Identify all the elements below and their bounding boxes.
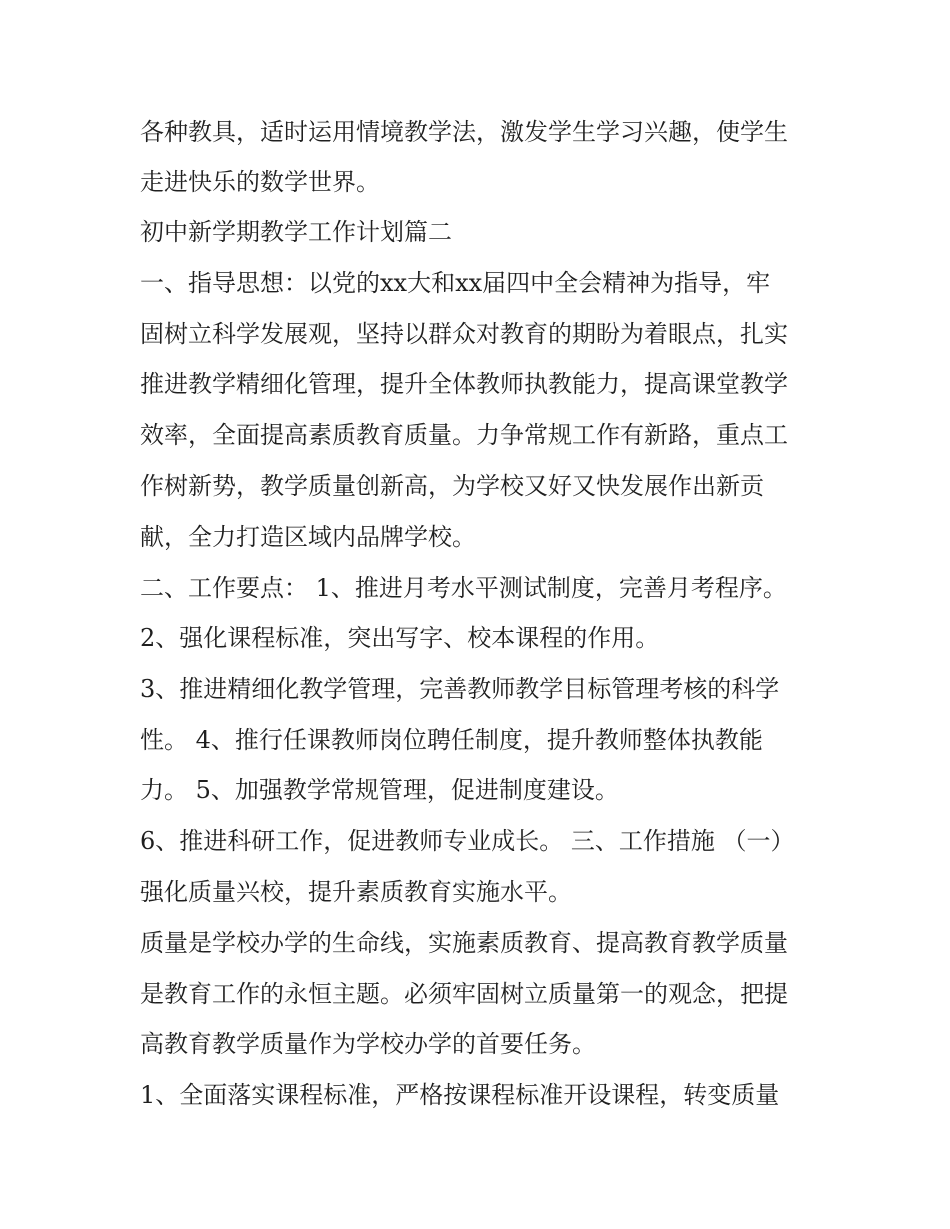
text-line: 力。 5、加强教学常规管理，促进制度建设。: [140, 776, 619, 804]
section-heading: 初中新学期教学工作计划篇二: [140, 218, 452, 246]
text-line: 一、指导思想：以党的xx大和xx届四中全会精神为指导，牢: [140, 269, 771, 297]
text-line: 质量是学校办学的生命线，实施素质教育、提高教育教学质量: [140, 929, 788, 957]
text-line: 3、推进精细化教学管理，完善教师教学目标管理考核的科学: [140, 675, 780, 703]
text-line: 推进教学精细化管理，提升全体教师执教能力，提高课堂教学: [140, 370, 788, 398]
text-line: 作树新势，教学质量创新高，为学校又好又快发展作出新贡: [140, 472, 764, 500]
text-line: 效率，全面提高素质教育质量。力争常规工作有新路，重点工: [140, 421, 788, 449]
text-line: 献，全力打造区域内品牌学校。: [140, 523, 476, 551]
text-line: 高教育教学质量作为学校办学的首要任务。: [140, 1030, 596, 1058]
text-line: 二、工作要点： 1、推进月考水平测试制度，完善月考程序。: [140, 574, 787, 602]
text-line: 强化质量兴校，提升素质教育实施水平。: [140, 878, 572, 906]
text-line: 2、强化课程标准，突出写字、校本课程的作用。: [140, 624, 660, 652]
text-line: 走进快乐的数学世界。: [140, 168, 380, 196]
text-line: 6、推进科研工作，促进教师专业成长。 三、工作措施 （一）: [140, 827, 795, 855]
text-line: 性。 4、推行任课教师岗位聘任制度，提升教师整体执教能: [140, 726, 763, 754]
text-line: 固树立科学发展观，坚持以群众对教育的期盼为着眼点，扎实: [140, 320, 788, 348]
text-line: 是教育工作的永恒主题。必须牢固树立质量第一的观念，把提: [140, 980, 788, 1008]
text-line: 各种教具，适时运用情境教学法，激发学生学习兴趣，使学生: [140, 118, 788, 146]
text-line: 1、全面落实课程标准，严格按课程标准开设课程，转变质量: [140, 1081, 780, 1109]
